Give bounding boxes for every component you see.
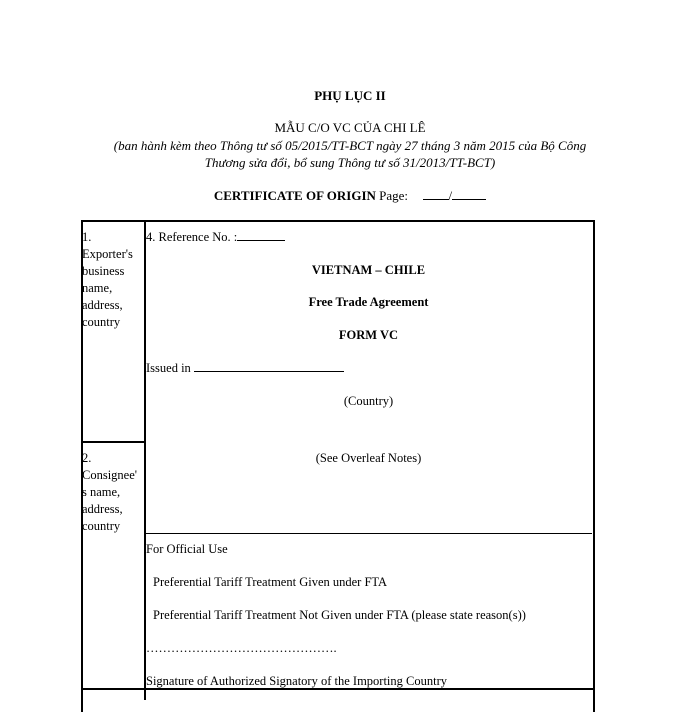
reference-number-blank — [237, 229, 285, 241]
country-caption: (Country) — [343, 394, 394, 408]
official-use-heading: For Official Use — [146, 542, 228, 556]
page-separator: / — [448, 188, 453, 203]
page-total-blank — [452, 188, 486, 200]
box2-label-line: address, — [82, 502, 123, 516]
page-label: Page: — [379, 188, 409, 203]
issued-by-note — [0, 137, 700, 171]
box2-label-line: country — [82, 519, 121, 533]
reference-number-field — [146, 229, 285, 246]
issued-by-line-2: Thương sửa đổi, bổ sung Thông tư số 31/2013/TT-BCT) — [204, 155, 496, 170]
box1-label-line: address, — [82, 298, 123, 312]
form-title: MẪU C/O VC CỦA CHI LÊ — [274, 120, 426, 135]
certificate-title: CERTIFICATE OF ORIGIN — [213, 188, 376, 203]
appendix-heading: PHỤ LỤC II — [314, 88, 386, 103]
reason-dotted-line: ………………………………………. — [146, 641, 337, 655]
box2-label-line: Consignee' — [82, 468, 138, 482]
agreement-country-pair: VIETNAM – CHILE — [311, 263, 426, 277]
certificate-heading — [0, 188, 700, 204]
tariff-given-option: Preferential Tariff Treatment Given under FTA — [153, 575, 388, 589]
overleaf-note: (See Overleaf Notes) — [315, 451, 422, 465]
box1-label-line: name, — [82, 281, 113, 295]
importing-signature-label: Signature of Authorized Signatory of the Importing Country — [146, 674, 447, 688]
box1-label-line: country — [82, 315, 121, 329]
box2-number: 2. — [82, 451, 92, 465]
issued-in-label: Issued in — [146, 361, 191, 375]
box1-number: 1. — [82, 230, 92, 244]
reference-number-label: 4. Reference No. : — [146, 230, 238, 244]
page-number-blank — [423, 188, 449, 200]
box1-label-line: Exporter's — [82, 247, 133, 261]
box4-official-divider — [144, 533, 592, 534]
box2-label-line: s name, — [82, 485, 121, 499]
issued-in-field — [146, 360, 344, 377]
issued-in-blank — [194, 360, 344, 372]
issued-by-line-1: (ban hành kèm theo Thông tư số 05/2015/TT-BCT ngày 27 tháng 3 năm 2015 của Bộ Công — [113, 138, 587, 153]
form-name: FORM VC — [338, 328, 399, 342]
box1-label-line: business — [82, 264, 125, 278]
agreement-name: Free Trade Agreement — [308, 295, 429, 309]
tariff-not-given-option: Preferential Tariff Treatment Not Given under FTA (please state reason(s)) — [153, 608, 526, 622]
box1-box2-divider — [81, 441, 146, 443]
